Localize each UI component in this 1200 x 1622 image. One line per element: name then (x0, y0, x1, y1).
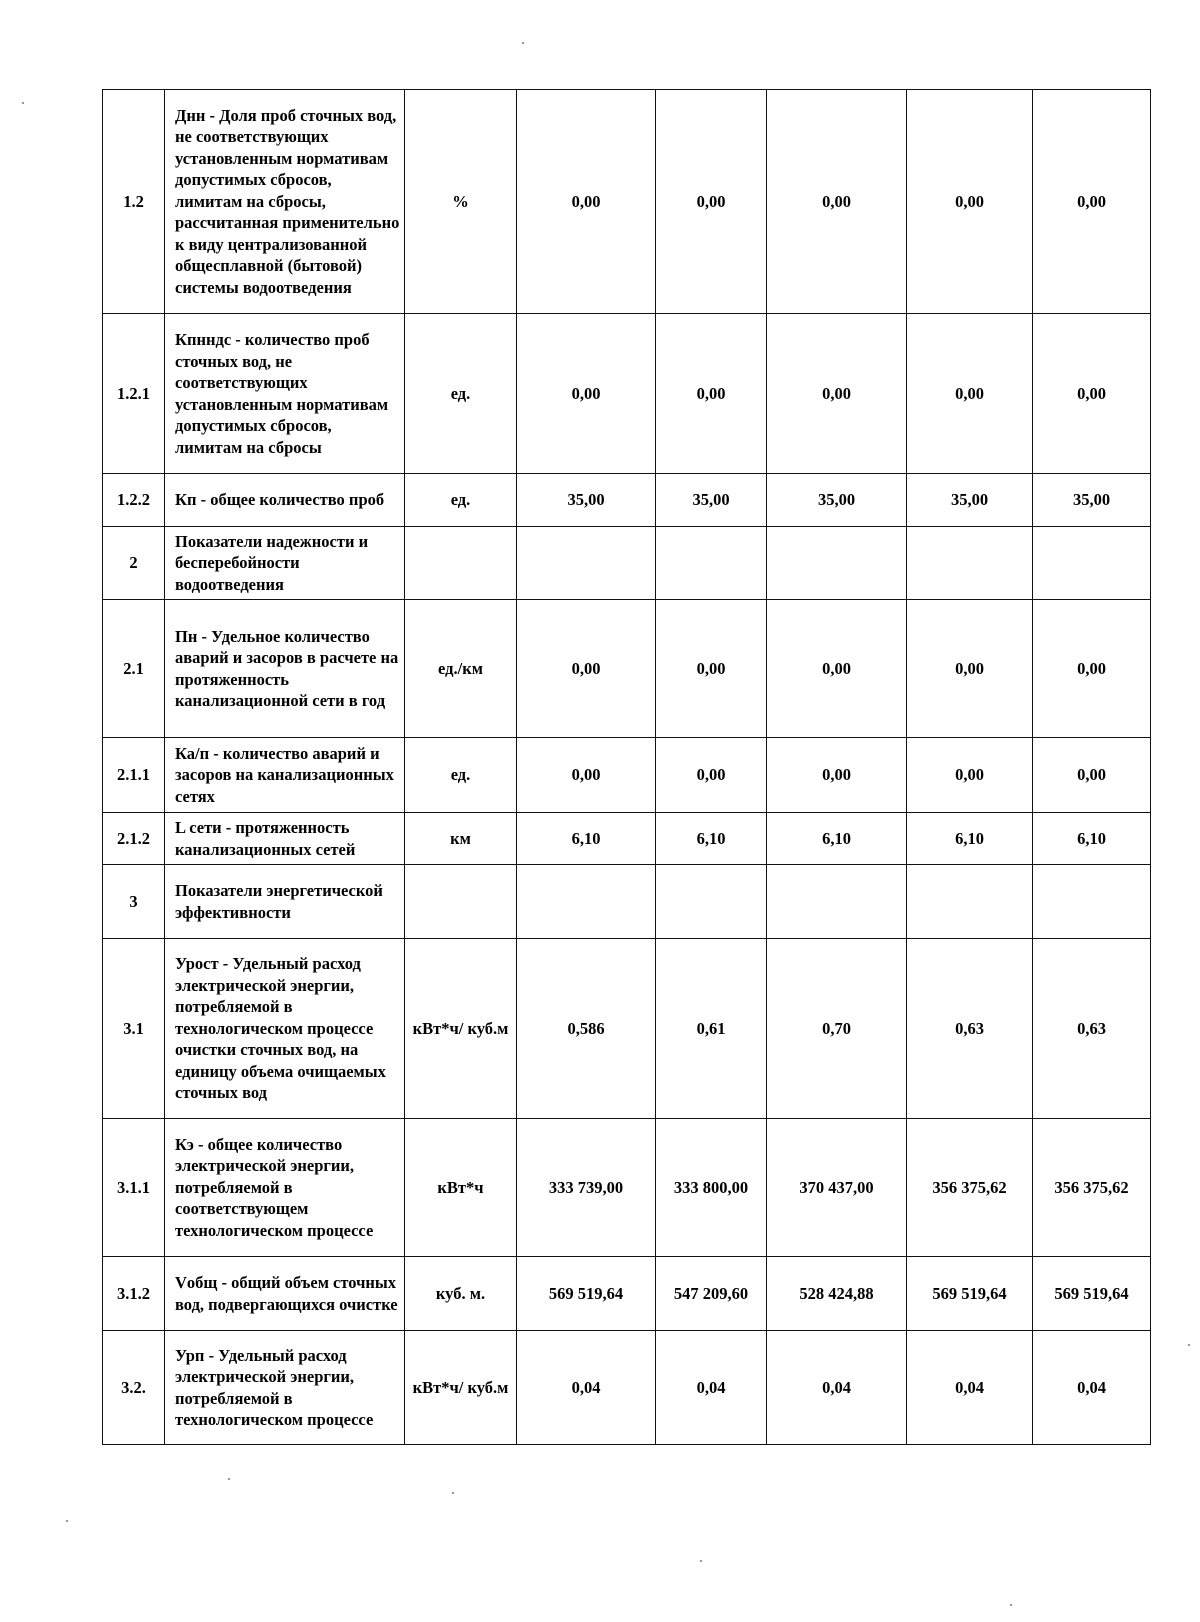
indicator-name: Кпнндс - количество проб сточных вод, не соответствующих установленным нормативам допустимых сбросов, лимитам на сбросы (165, 314, 405, 474)
value-cell: 0,63 (1033, 939, 1151, 1119)
value-cell: 0,61 (656, 939, 767, 1119)
table-row (103, 939, 1151, 1119)
table-row (103, 1331, 1151, 1445)
row-number: 1.2 (103, 90, 165, 314)
value-cell (907, 865, 1033, 939)
row-number: 2.1 (103, 600, 165, 738)
indicator-name: Урост - Удельный расход электрической энергии, потребляемой в технологическом процессе очистки сточных вод, на единицу объема очищаемых сточных вод (165, 939, 405, 1119)
value-cell: 0,00 (1033, 738, 1151, 813)
value-cell: 370 437,00 (767, 1119, 907, 1257)
value-cell: 569 519,64 (1033, 1257, 1151, 1331)
indicator-name: Vобщ - общий объем сточных вод, подвергающихся очистке (165, 1257, 405, 1331)
value-cell (767, 865, 907, 939)
value-cell: 0,00 (517, 600, 656, 738)
indicator-name: Пн - Удельное количество аварий и засоров в расчете на протяженность канализационной сети в год (165, 600, 405, 738)
value-cell: 0,04 (656, 1331, 767, 1445)
value-cell: 35,00 (656, 474, 767, 527)
value-cell: 0,00 (907, 90, 1033, 314)
indicator-name: L сети - протяженность канализационных сетей (165, 813, 405, 865)
value-cell: 0,00 (656, 90, 767, 314)
row-number: 1.2.1 (103, 314, 165, 474)
value-cell (517, 865, 656, 939)
value-cell: 0,00 (656, 600, 767, 738)
value-cell: 0,586 (517, 939, 656, 1119)
value-cell: 0,04 (1033, 1331, 1151, 1445)
value-cell (517, 527, 656, 600)
row-number: 1.2.2 (103, 474, 165, 527)
value-cell: 0,00 (767, 314, 907, 474)
indicator-name: Кэ - общее количество электрической энергии, потребляемой в соответствующем технологическом процессе (165, 1119, 405, 1257)
unit-cell: кВт*ч (405, 1119, 517, 1257)
table-row (103, 813, 1151, 865)
scan-speck (22, 102, 24, 104)
value-cell: 0,04 (767, 1331, 907, 1445)
value-cell: 35,00 (767, 474, 907, 527)
value-cell: 0,00 (907, 314, 1033, 474)
scan-speck (1010, 1604, 1012, 1606)
row-number: 3.1 (103, 939, 165, 1119)
unit-cell (405, 865, 517, 939)
value-cell (656, 865, 767, 939)
value-cell: 333 739,00 (517, 1119, 656, 1257)
value-cell: 0,00 (1033, 600, 1151, 738)
section-title: Показатели надежности и бесперебойности водоотведения (165, 527, 405, 600)
value-cell: 569 519,64 (907, 1257, 1033, 1331)
value-cell: 6,10 (767, 813, 907, 865)
value-cell: 35,00 (907, 474, 1033, 527)
value-cell: 0,00 (767, 600, 907, 738)
row-number: 2 (103, 527, 165, 600)
section-title: Показатели энергетической эффективности (165, 865, 405, 939)
scan-speck (1188, 1344, 1190, 1346)
indicators-table (102, 89, 1151, 1445)
value-cell: 356 375,62 (1033, 1119, 1151, 1257)
value-cell: 0,00 (517, 738, 656, 813)
unit-cell: ед./км (405, 600, 517, 738)
scan-speck (228, 1478, 230, 1480)
indicator-name: Кп - общее количество проб (165, 474, 405, 527)
value-cell (907, 527, 1033, 600)
table-row (103, 600, 1151, 738)
table-row (103, 90, 1151, 314)
indicator-name: Урп - Удельный расход электрической энергии, потребляемой в технологическом процессе (165, 1331, 405, 1445)
table-row (103, 1257, 1151, 1331)
value-cell: 0,04 (517, 1331, 656, 1445)
indicator-name: Днн - Доля проб сточных вод, не соответствующих установленным нормативам допустимых сбросов, лимитам на сбросы, рассчитанная применительно к виду централизованной общесплавной (бытовой) системы водоотведения (165, 90, 405, 314)
unit-cell: % (405, 90, 517, 314)
value-cell: 0,00 (656, 738, 767, 813)
indicators-table-sheet (102, 89, 1150, 1445)
unit-cell: ед. (405, 738, 517, 813)
value-cell (656, 527, 767, 600)
table-row (103, 1119, 1151, 1257)
value-cell (1033, 865, 1151, 939)
table-row (103, 314, 1151, 474)
value-cell: 6,10 (1033, 813, 1151, 865)
scan-speck (522, 42, 524, 44)
value-cell: 0,00 (656, 314, 767, 474)
value-cell: 333 800,00 (656, 1119, 767, 1257)
value-cell: 569 519,64 (517, 1257, 656, 1331)
scan-speck (452, 1492, 454, 1494)
value-cell: 0,00 (517, 314, 656, 474)
row-number: 2.1.1 (103, 738, 165, 813)
section-row (103, 527, 1151, 600)
unit-cell (405, 527, 517, 600)
row-number: 3.1.1 (103, 1119, 165, 1257)
value-cell: 0,00 (907, 600, 1033, 738)
table-row (103, 738, 1151, 813)
scan-speck (66, 1520, 68, 1522)
scan-speck (700, 1560, 702, 1562)
value-cell: 35,00 (517, 474, 656, 527)
unit-cell: куб. м. (405, 1257, 517, 1331)
row-number: 3 (103, 865, 165, 939)
value-cell: 0,63 (907, 939, 1033, 1119)
value-cell: 0,00 (517, 90, 656, 314)
unit-cell: кВт*ч/ куб.м (405, 939, 517, 1119)
value-cell: 0,00 (1033, 314, 1151, 474)
section-row (103, 865, 1151, 939)
value-cell: 0,00 (1033, 90, 1151, 314)
row-number: 2.1.2 (103, 813, 165, 865)
table-row (103, 474, 1151, 527)
row-number: 3.1.2 (103, 1257, 165, 1331)
value-cell: 6,10 (517, 813, 656, 865)
value-cell: 0,00 (767, 738, 907, 813)
value-cell: 6,10 (656, 813, 767, 865)
indicator-name: Ка/п - количество аварий и засоров на канализационных сетях (165, 738, 405, 813)
value-cell: 35,00 (1033, 474, 1151, 527)
value-cell: 0,00 (767, 90, 907, 314)
value-cell (1033, 527, 1151, 600)
unit-cell: км (405, 813, 517, 865)
unit-cell: кВт*ч/ куб.м (405, 1331, 517, 1445)
value-cell: 547 209,60 (656, 1257, 767, 1331)
value-cell: 356 375,62 (907, 1119, 1033, 1257)
row-number: 3.2. (103, 1331, 165, 1445)
value-cell: 528 424,88 (767, 1257, 907, 1331)
unit-cell: ед. (405, 314, 517, 474)
value-cell: 0,00 (907, 738, 1033, 813)
value-cell (767, 527, 907, 600)
value-cell: 0,04 (907, 1331, 1033, 1445)
value-cell: 0,70 (767, 939, 907, 1119)
unit-cell: ед. (405, 474, 517, 527)
value-cell: 6,10 (907, 813, 1033, 865)
